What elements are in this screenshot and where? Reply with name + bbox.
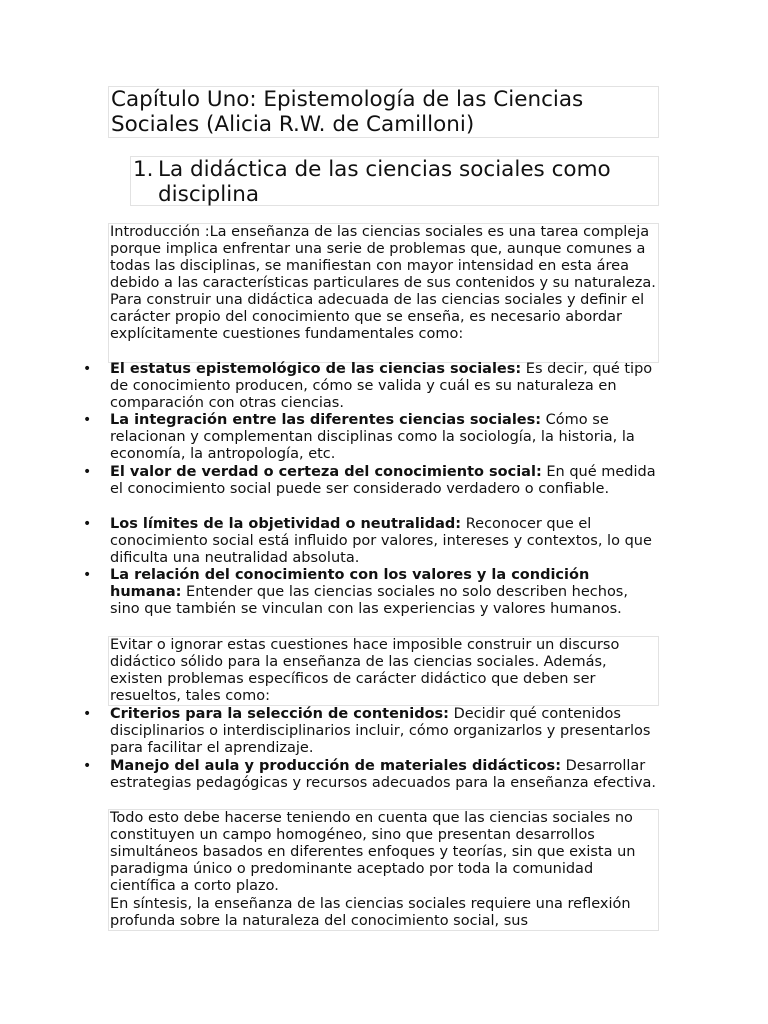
- section-heading: [130, 156, 659, 206]
- list-item: [110, 361, 662, 412]
- section-title: La didáctica de las ciencias sociales como disciplina: [158, 157, 611, 207]
- list-item-term: La integración entre las diferentes ciencias sociales:: [110, 412, 542, 428]
- list-item-text: En qué medida el conocimiento social puede ser considerado verdadero o confiable.: [110, 464, 656, 497]
- list-item: [110, 412, 662, 463]
- chapter-title: Capítulo Uno: Epistemología de las Ciencias Sociales (Alicia R.W. de Camilloni): [108, 86, 659, 138]
- section-number: 1.: [133, 157, 154, 182]
- bullet-glyph: •: [83, 706, 92, 722]
- list-item-text: Reconocer que el conocimiento social está influido por valores, intereses y contextos, lo que dificulta una neutralidad absoluta.: [110, 516, 652, 566]
- list-item: [110, 516, 662, 567]
- list-item-term: El valor de verdad o certeza del conocimiento social:: [110, 464, 542, 480]
- bullet-glyph: •: [83, 412, 92, 428]
- intro-paragraph: Introducción :La enseñanza de las ciencias sociales es una tarea compleja porque implica enfrentar una serie de problemas que, aunque comunes a todas las disciplinas, se manifiestan con mayor intensidad en esta área debido a las características particulares de sus contenidos y su naturaleza. Para construir una didáctica adecuada de las ciencias sociales y definir el carácter propio del conocimiento que se enseña, es necesario abordar explícitamente cuestiones fundamentales como:: [110, 224, 656, 342]
- list-item-term: Criterios para la selección de contenidos:: [110, 706, 449, 722]
- list-item: [110, 706, 662, 757]
- list-item-text: Cómo se relacionan y complementan disciplinas como la sociología, la historia, la economía, la antropología, etc.: [110, 412, 635, 462]
- list-item: [110, 464, 662, 498]
- middle-paragraph: Evitar o ignorar estas cuestiones hace imposible construir un discurso didáctico sólido para la enseñanza de las ciencias sociales. Además, existen problemas específicos de carácter didáctico que deben ser resueltos, tales como:: [110, 637, 620, 704]
- list-item-term: La relación del conocimiento con los valores y la condición humana:: [110, 567, 590, 600]
- list-item-text: Decidir qué contenidos disciplinarios o interdisciplinarios incluir, cómo organizarlos y presentarlos para facilitar el aprendizaje.: [110, 706, 651, 756]
- list-item-term: El estatus epistemológico de las ciencias sociales:: [110, 361, 522, 377]
- list-item-term: Manejo del aula y producción de materiales didácticos:: [110, 758, 561, 774]
- list-item-text: Es decir, qué tipo de conocimiento producen, cómo se valida y cuál es su naturaleza en comparación con otras ciencias.: [110, 361, 653, 411]
- closing-paragraph: Todo esto debe hacerse teniendo en cuenta que las ciencias sociales no constituyen un campo homogéneo, sino que presentan desarrollos simultáneos basados en diferentes enfoques y teorías, sin que exista un paradigma único o predominante aceptado por toda la comunidad científica a corto plazo.: [110, 810, 636, 894]
- list-item: [110, 758, 662, 792]
- list-item-text: Desarrollar estrategias pedagógicas y recursos adecuados para la enseñanza efectiva.: [110, 758, 656, 791]
- list-item-text: Entender que las ciencias sociales no solo describen hechos, sino que también se vinculan con las experiencias y valores humanos.: [110, 584, 628, 617]
- bullet-glyph: •: [83, 516, 92, 532]
- bullet-glyph: •: [83, 464, 92, 480]
- bullet-glyph: •: [83, 567, 92, 583]
- list-item-term: Los límites de la objetividad o neutralidad:: [110, 516, 462, 532]
- bullet-glyph: •: [83, 758, 92, 774]
- summary-paragraph: En síntesis, la enseñanza de las ciencias sociales requiere una reflexión profunda sobre la naturaleza del conocimiento social, sus: [110, 896, 631, 929]
- list-item: [110, 567, 662, 618]
- bullet-glyph: •: [83, 361, 92, 377]
